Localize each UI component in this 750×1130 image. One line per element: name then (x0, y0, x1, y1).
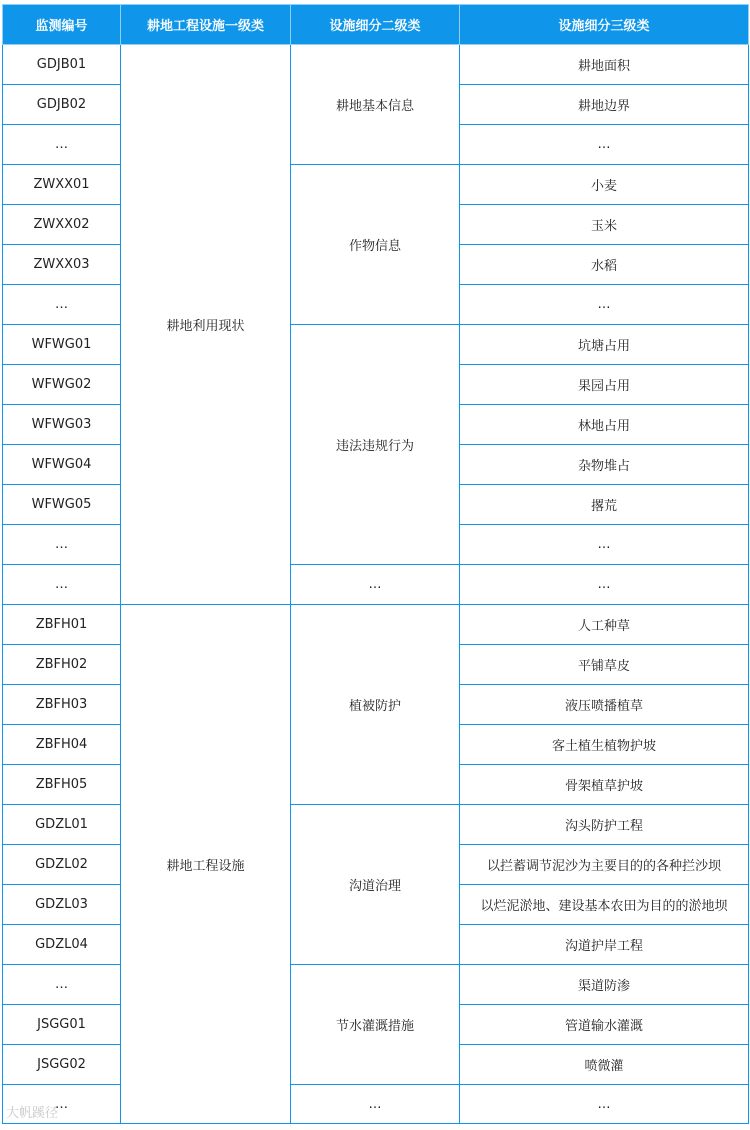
level3-cell: 喷微灌 (460, 1045, 749, 1085)
table-row (3, 805, 749, 845)
code-cell: … (3, 525, 121, 565)
level3-cell: 耕地边界 (460, 85, 749, 125)
code-cell: … (3, 285, 121, 325)
level3-cell: 人工种草 (460, 605, 749, 645)
table-row (3, 325, 749, 365)
code-cell: GDZL04 (3, 925, 121, 965)
level1-cell: 耕地利用现状 (121, 45, 291, 605)
level3-cell: 耕地面积 (460, 45, 749, 85)
header-level3: 设施细分三级类 (460, 5, 749, 45)
level3-cell: 以烂泥淤地、建设基本农田为目的的淤地坝 (460, 885, 749, 925)
level2-cell: … (291, 565, 460, 605)
level3-cell: 平铺草皮 (460, 645, 749, 685)
level3-cell: 小麦 (460, 165, 749, 205)
code-cell: WFWG05 (3, 485, 121, 525)
table-row (3, 1085, 749, 1124)
code-cell: … (3, 565, 121, 605)
level3-cell: 杂物堆占 (460, 445, 749, 485)
code-cell: GDZL02 (3, 845, 121, 885)
code-cell: WFWG04 (3, 445, 121, 485)
level2-cell: 植被防护 (291, 605, 460, 805)
code-cell: ZBFH05 (3, 765, 121, 805)
level3-cell: 玉米 (460, 205, 749, 245)
level3-cell: 撂荒 (460, 485, 749, 525)
code-cell: WFWG02 (3, 365, 121, 405)
code-cell: GDZL01 (3, 805, 121, 845)
level3-cell: 水稻 (460, 245, 749, 285)
code-cell: ZBFH04 (3, 725, 121, 765)
code-cell: ZWXX02 (3, 205, 121, 245)
level2-cell: 作物信息 (291, 165, 460, 325)
code-cell: … (3, 965, 121, 1005)
table-row (3, 565, 749, 605)
level2-cell: 沟道治理 (291, 805, 460, 965)
level3-cell: 客土植生植物护坡 (460, 725, 749, 765)
code-cell: ZWXX01 (3, 165, 121, 205)
level2-cell: 耕地基本信息 (291, 45, 460, 165)
watermark-text: 大帆蹊径 (6, 1106, 59, 1121)
level2-cell: 违法违规行为 (291, 325, 460, 565)
code-cell: … (3, 125, 121, 165)
header-row (3, 5, 749, 45)
level1-cell: 耕地工程设施 (121, 605, 291, 1124)
code-cell: WFWG01 (3, 325, 121, 365)
code-cell: … (3, 1085, 121, 1124)
code-cell: GDJB02 (3, 85, 121, 125)
header-level2: 设施细分二级类 (291, 5, 460, 45)
level3-cell: 沟道护岸工程 (460, 925, 749, 965)
level3-cell: … (460, 565, 749, 605)
table-row (3, 45, 749, 85)
code-cell: JSGG02 (3, 1045, 121, 1085)
level3-cell: … (460, 285, 749, 325)
level3-cell: 果园占用 (460, 365, 749, 405)
code-cell: GDZL03 (3, 885, 121, 925)
level3-cell: 管道输水灌溉 (460, 1005, 749, 1045)
level3-cell: 以拦蓄调节泥沙为主要目的的各种拦沙坝 (460, 845, 749, 885)
level3-cell: … (460, 525, 749, 565)
code-cell: ZBFH01 (3, 605, 121, 645)
code-cell: WFWG03 (3, 405, 121, 445)
level2-cell: … (291, 1085, 460, 1124)
code-cell: ZWXX03 (3, 245, 121, 285)
table-row (3, 605, 749, 645)
level3-cell: 骨架植草护坡 (460, 765, 749, 805)
level3-cell: 渠道防渗 (460, 965, 749, 1005)
level3-cell: 林地占用 (460, 405, 749, 445)
level3-cell: … (460, 125, 749, 165)
table-row (3, 165, 749, 205)
header-level1: 耕地工程设施一级类 (121, 5, 291, 45)
level3-cell: … (460, 1085, 749, 1124)
code-cell: GDJB01 (3, 45, 121, 85)
code-cell: JSGG01 (3, 1005, 121, 1045)
level3-cell: 坑塘占用 (460, 325, 749, 365)
classification-table (2, 4, 749, 1124)
level3-cell: 液压喷播植草 (460, 685, 749, 725)
level2-cell: 节水灌溉措施 (291, 965, 460, 1085)
header-monitor-code: 监测编号 (3, 5, 121, 45)
level3-cell: 沟头防护工程 (460, 805, 749, 845)
table-row (3, 965, 749, 1005)
code-cell: ZBFH03 (3, 685, 121, 725)
code-cell: ZBFH02 (3, 645, 121, 685)
